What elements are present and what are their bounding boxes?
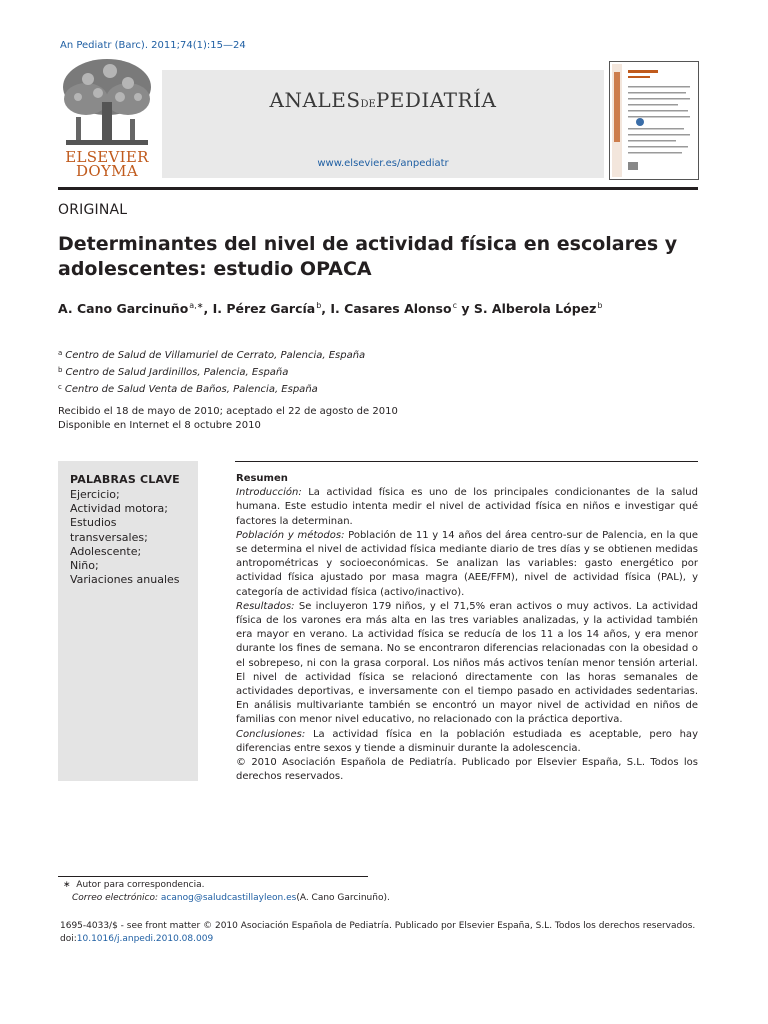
author-affiliation-mark[interactable]: b [597, 301, 603, 310]
legal-notice [60, 920, 695, 946]
keyword-item: Niño; [70, 559, 99, 573]
keyword-item: Variaciones anuales [70, 573, 180, 587]
author-name[interactable]: I. Casares Alonso [330, 301, 452, 316]
author-name[interactable]: A. Cano Garcinuño [58, 301, 189, 316]
author-affiliation-mark[interactable]: b [316, 301, 322, 310]
abstract-methods: Población y métodos: Población de 11 y 14 años del área centro-sur de Palencia, en la que se determina el nivel de actividad física mediante diario de tres días y se obtienen medidas antropométricas y socioeconómicas. Se analizan las variables: gasto energético por actividad física ajustado por masa magra (AEE/FFM), nivel de actividad física (PAL), y categoría de actividad física (activo/inactivo). [236, 529, 699, 598]
publication-dates [58, 405, 398, 433]
abstract-results: Resultados: Se incluyeron 179 niños, y el 71,5% eran activos o muy activos. La actividad física de los varones era más alta en las tres variables analizadas, y la actividad también era mayor en verano. La actividad física se reducía de los 11 a los 14 años, y era menor durante los fines de semana. No se encontraron diferencias relacionadas con la obesidad o el sobrepeso, ni con la grasa corporal. Los niños más activos tenían menor tensión arterial. El nivel de actividad física se relacionó directamente con las horas semanales de actividades deportivas, e inversamente con el tiempo pasado en actividades sedentarias. En análisis multivariante también se encontró un mayor nivel de actividad en niños de familias con menor nivel educativo, no relacionado con la práctica deportiva. [236, 600, 698, 726]
publisher-subname: DOYMA [76, 162, 138, 180]
author-name[interactable]: I. Pérez García [212, 301, 316, 316]
tree-logo-icon [58, 57, 156, 149]
abstract [236, 472, 698, 784]
issn-line: 1695-4033/$ - see front matter © 2010 Asociación Española de Pediatría. Publicado por Elsevier España, S.L. Todos los derechos reservados. [60, 921, 696, 931]
cover-image-icon [610, 62, 698, 179]
publisher-name: ELSEVIER [65, 148, 149, 166]
author-affiliation-mark[interactable]: a,∗ [189, 301, 204, 310]
abstract-divider [235, 461, 698, 462]
email-link[interactable]: acanog@saludcastillayleon.es [160, 893, 297, 903]
available-date: Disponible en Internet el 8 octubre 2010 [58, 420, 261, 431]
doi-line: doi:10.1016/j.anpedi.2010.08.009 [60, 934, 214, 944]
article-section-label: ORIGINAL [58, 202, 128, 218]
author-name[interactable]: S. Alberola López [473, 301, 597, 316]
elsevier-logo [58, 57, 156, 179]
keywords-heading: PALABRAS CLAVE [70, 473, 180, 486]
doi-link[interactable]: 10.1016/j.anpedi.2010.08.009 [76, 934, 214, 944]
abstract-heading: Resumen [236, 473, 288, 484]
received-date: Recibido el 18 de mayo de 2010; aceptado el 22 de agosto de 2010 [58, 406, 398, 417]
affiliation-item: $^b$ Centro de Salud Jardinillos, Palencia, España [58, 366, 289, 378]
affiliation-item: $^c$ Centro de Salud Venta de Baños, Palencia, España [58, 383, 318, 395]
abstract-copyright: © 2010 Asociación Española de Pediatría. Publicado por Elsevier España, S.L. Todos los derechos reservados. [236, 757, 698, 783]
keyword-item: Estudios transversales; [70, 516, 148, 544]
header-divider [58, 187, 698, 190]
keyword-item: Actividad motora; [70, 502, 168, 516]
affiliation-list [58, 346, 365, 397]
journal-url-link[interactable]: www.elsevier.es/anpediatr [317, 158, 449, 169]
author-list: A. Cano Garcinuño$^{a,∗}$, I. Pérez García$^b$, I. Casares Alonso$^c$ y S. Alberola López$^b$ [58, 301, 603, 316]
affiliation-item: $^a$ Centro de Salud de Villamuriel de Cerrato, Palencia, España [58, 349, 366, 361]
correspondence-note: ∗ Autor para correspondencia. [63, 880, 205, 890]
footnote-divider [58, 876, 368, 877]
footnotes [63, 879, 390, 905]
journal-name: ANALESDEPEDIATRÍA [269, 88, 497, 112]
keywords-panel [58, 461, 198, 781]
keyword-item: Adolescente; [70, 544, 142, 558]
article-title: Determinantes del nivel de actividad física en escolares y adolescentes: estudio OPACA [58, 233, 678, 280]
email-note: Correo electrónico: acanog@saludcastillayleon.es(A. Cano Garcinuño). [72, 893, 390, 903]
journal-banner [162, 70, 604, 178]
abstract-introduction: Introducción: La actividad física es uno de los principales condicionantes de la salud humana. Este estudio intenta medir el nivel de actividad física en niños e investigar qué factores la determinan. [236, 487, 698, 527]
journal-citation: An Pediatr (Barc). 2011;74(1):15—24 [60, 40, 246, 51]
journal-cover-thumbnail [609, 61, 699, 180]
author-affiliation-mark[interactable]: c [452, 301, 457, 310]
keywords-list [70, 488, 194, 587]
keyword-item: Ejercicio; [70, 488, 120, 501]
abstract-conclusions: Conclusiones: La actividad física en la población estudiada es aceptable, pero hay diferencias entre sexos y tiende a disminuir durante la adolescencia. [236, 728, 698, 754]
